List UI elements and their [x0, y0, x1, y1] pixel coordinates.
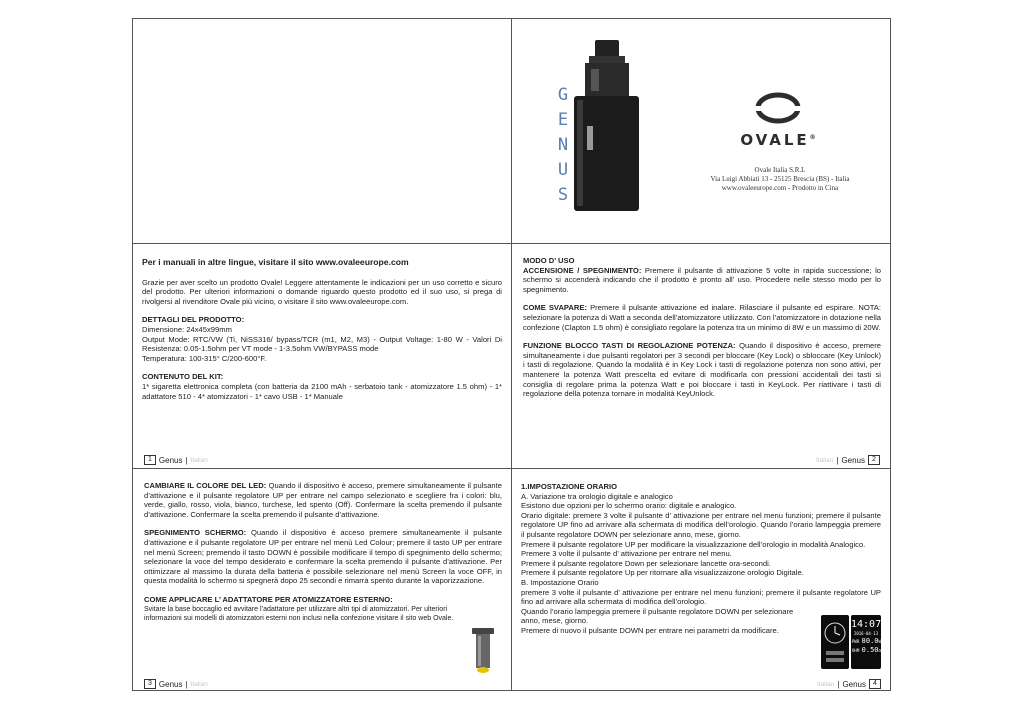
adapter-image — [470, 626, 496, 676]
analog-clock-icon — [821, 615, 849, 669]
device-image — [565, 34, 645, 214]
key-lock-section: FUNZIONE BLOCCO TASTI DI REGOLAZIONE POTENZA: Quando il dispositivo è acceso, premere simultaneamente i due pulsanti regolatori per 3 secondi per bloccare (Key Lock) o sbloccare (Key Unlock) i tasti di regolazione. Quando la modalità è in Key Lock i tasti di regolazione potenza non sono attivi, per mantenere la potenza Watt prescelta ed evitare di modificarla con pressioni accidentali dei tasti si consiglia di regolare prima la potenza Watt e poi bloccare i tasti in KeyLock. Per riattivare i tasti di regolazione della potenza tornare in modalità KeyUnlock. — [523, 341, 881, 399]
vaping-section: COME SVAPARE: Premere il pulsante attivazione ed inalare. Rilasciare il pulsante ed espirare. NOTA: selezionare la potenza di Watt a seconda dell’atomizzatore utilizzato. Con l’atomizzatore in dotazione nella confezione (Clapton 1.5 ohm) è consigliato regolare la potenza tra un minimo di 8W e un massimo di 20W. — [523, 303, 881, 332]
led-color-section: CAMBIARE IL COLORE DEL LED: Quando il dispositivo è acceso, premere simultaneamente il pulsante d’attivazione e il pulsante regolatore UP per entrare nel campo selezionato e scegliere fra i colori: blu, verde, giallo, rosso, viola, bianco, turchese, led spento (Off). Confermare la scelta premendo il pulsante d’attivazione. Confermare la scelta premendo il pulsante d’attivazione. — [144, 481, 502, 519]
section-a-title: A. Variazione tra orologio digitale e analogico — [521, 491, 673, 501]
adapter-title: COME APPLICARE L’ ADATTATORE PER ATOMIZZATORE ESTERNO: — [144, 594, 393, 604]
ohm-readout: OHM 0.50Ω — [852, 646, 881, 654]
clock-time: 14:07 — [851, 619, 881, 630]
time-line: Premere il pulsante regolatore Up per ritornare alla visualizzaizone orologio Digitale. — [521, 568, 804, 578]
genus-logo — [552, 85, 574, 205]
details-title: DETTAGLI DEL PRODOTTO: — [142, 315, 245, 325]
page-footer-4: Italian | Genus 4 — [817, 679, 881, 689]
time-line-b: premere 3 volte il pulsante d’ attivazione per entrare nel menu funzioni; premere il pulsante regolatore UP fino ad arrivare alla schermata di modifica dell’orologio. — [521, 587, 881, 607]
genus-letter: U — [557, 160, 569, 180]
page-footer-1: 1 Genus | Italian — [144, 455, 208, 465]
footer-product: Genus — [841, 455, 866, 465]
time-line: Premere il pulsante regolatore UP per modificare la visualizzazione dell’orologio in modalità Analogico. — [521, 539, 866, 549]
time-line: Premere il pulsante regolatore Down per selezionare lancette ora-secondi. — [521, 558, 771, 568]
kit-title: CONTENUTO DEL KIT: — [142, 372, 224, 382]
details-line: Temperatura: 100-315° C/200-600°F. — [142, 353, 267, 363]
page-2 — [523, 256, 881, 408]
page-1 — [142, 258, 502, 410]
genus-letter: S — [557, 185, 569, 205]
time-line: Orario digitale: premere 3 volte il pulsante d’ attivazione per entrare nel menu funzioni; premere il pulsante regolatore UP fino ad arrivare alla schermata di modifica dell’orologio. Quando l’orario lampeggia premere il pulsante regolatore DOWN per selezionare anno, mese, giorno. — [521, 510, 881, 539]
genus-letter: N — [557, 135, 569, 155]
company-line: Via Luigi Abbiati 13 - 25125 Brescia (BS) - Italia — [710, 175, 850, 183]
power-on-off-section: ACCENSIONE / SPEGNIMENTO: Premere il pulsante di attivazione 5 volte in rapida successione; lo schermo si accenderà indicando che il prodotto è pronto all’ uso. Procedere nelle stesso modo per lo spegnimento. — [523, 265, 882, 294]
manual-languages-link: Per i manuali in altre lingue, visitare il sito www.ovaleeurope.com — [142, 257, 409, 267]
center-divider — [511, 18, 512, 691]
footer-product: Genus — [842, 679, 867, 689]
time-line-b: Quando l’orario lampeggia premere il pulsante regolatore DOWN per selezionare anno, mese, giorno. — [521, 606, 794, 626]
footer-product: Genus — [158, 455, 183, 465]
company-line: www.ovaleeurope.com - Prodotto in Cina — [721, 184, 839, 192]
company-address — [695, 166, 865, 193]
page-footer-3: 3 Genus | Italian — [144, 679, 208, 689]
genus-letter: E — [557, 110, 569, 130]
clock-date: 2016-04-13 — [853, 631, 879, 636]
digital-clock-screen — [851, 615, 881, 669]
ovale-ring-icon — [753, 92, 803, 124]
analog-clock-screen — [821, 615, 849, 669]
footer-language: Italian — [817, 680, 835, 688]
footer-language: Italian — [190, 680, 208, 688]
footer-language: Italian — [190, 456, 208, 464]
time-line: Premere 3 volte il pulsante d’ attivazione per entrare nel menu. — [521, 549, 732, 559]
page-number: 1 — [144, 455, 156, 465]
row-divider-2 — [132, 468, 891, 469]
screen-off-section: SPEGNIMENTO SCHERMO: Quando il dispositivo è acceso premere simultaneamente il pulsante d’attivazione e il pulsante regolatore UP per entrare nel menù Led Colour; premere il tasto UP per entrare nel menù Screen; premendo il tasto DOWN è possibile modificare il tempo di spegnimento dello schermo; selezionare la voce del tempo desiderato e confermare la scelta premendo il pulsante d’attivazione. Per ottimizzare al massimo la durata della batteria è possibile selezionare nel menù Screen la voce OFF, in questa modalità lo schermo si spegnerà dopo 25 secondi e rimarrà spento durante la vaporizzazione. — [144, 528, 502, 586]
ovale-logo — [703, 92, 853, 149]
genus-letter: G — [557, 85, 569, 105]
page-number: 2 — [868, 455, 880, 465]
footer-language: Italian — [816, 456, 834, 464]
usage-heading: MODO D’ USO — [523, 256, 575, 265]
footer-product: Genus — [158, 679, 183, 689]
page-number: 4 — [869, 679, 881, 689]
brand-name: OVALE® — [740, 131, 816, 149]
adapter-text: Svitare la base boccaglio ed avvitare l’adattatore per utilizzare altri tipi di atomizzatori. Per ulteriori informazioni sui modelli di atomizzatori esterni non inclusi nella confezione visitare il sito web Ovale. — [144, 605, 454, 622]
kit-text: 1* sigaretta elettronica completa (con batteria da 2100 mAh - serbatoio tank - atomizzatore 1.5 ohm) - 1* adattatore 510 - 4* atomizzatori - 1* cavo USB - 1* Manuale — [142, 381, 502, 401]
row-divider-1 — [132, 243, 891, 244]
details-line: Dimensione: 24x45x99mm — [142, 324, 232, 334]
page-footer-2: Italian | Genus 2 — [816, 455, 880, 465]
page-4 — [521, 482, 881, 636]
time-line: Esistono due opzioni per lo schermo orario: digitale e analogico. — [521, 501, 737, 511]
details-line: Output Mode: RTC/VW (Ti, NiSS316/ bypass/TCR (m1, M2, M3) - Output Voltage: 1-80 W - Valori Di Resistenza: 0.05-1.5ohm per VT mode - 1-3.5ohm VW/BYPASS mode — [142, 334, 502, 354]
section-b-title: B. Impostazione Orario — [521, 577, 599, 587]
company-line: Ovale Italia S.R.L — [754, 166, 806, 174]
intro-text: Grazie per aver scelto un prodotto Ovale! Leggere attentamente le indicazioni per un uso corretto e sicuro del prodotto. Per ulteriori informazioni o domande riguardo questo prodotto ed il suo uso, si prega di rivolgersi al rivenditore Ovale più vicino, o visitare il sito www.ovaleeurope.com. — [142, 277, 502, 306]
page-number: 3 — [144, 679, 156, 689]
page-3 — [144, 481, 502, 623]
time-line-b: Premere di nuovo il pulsante DOWN per entrare nei parametri da modificare. — [521, 625, 779, 635]
time-setting-heading: 1.IMPOSTAZIONE ORARIO — [521, 482, 618, 491]
power-readout: PWR 80.0W — [852, 637, 881, 645]
